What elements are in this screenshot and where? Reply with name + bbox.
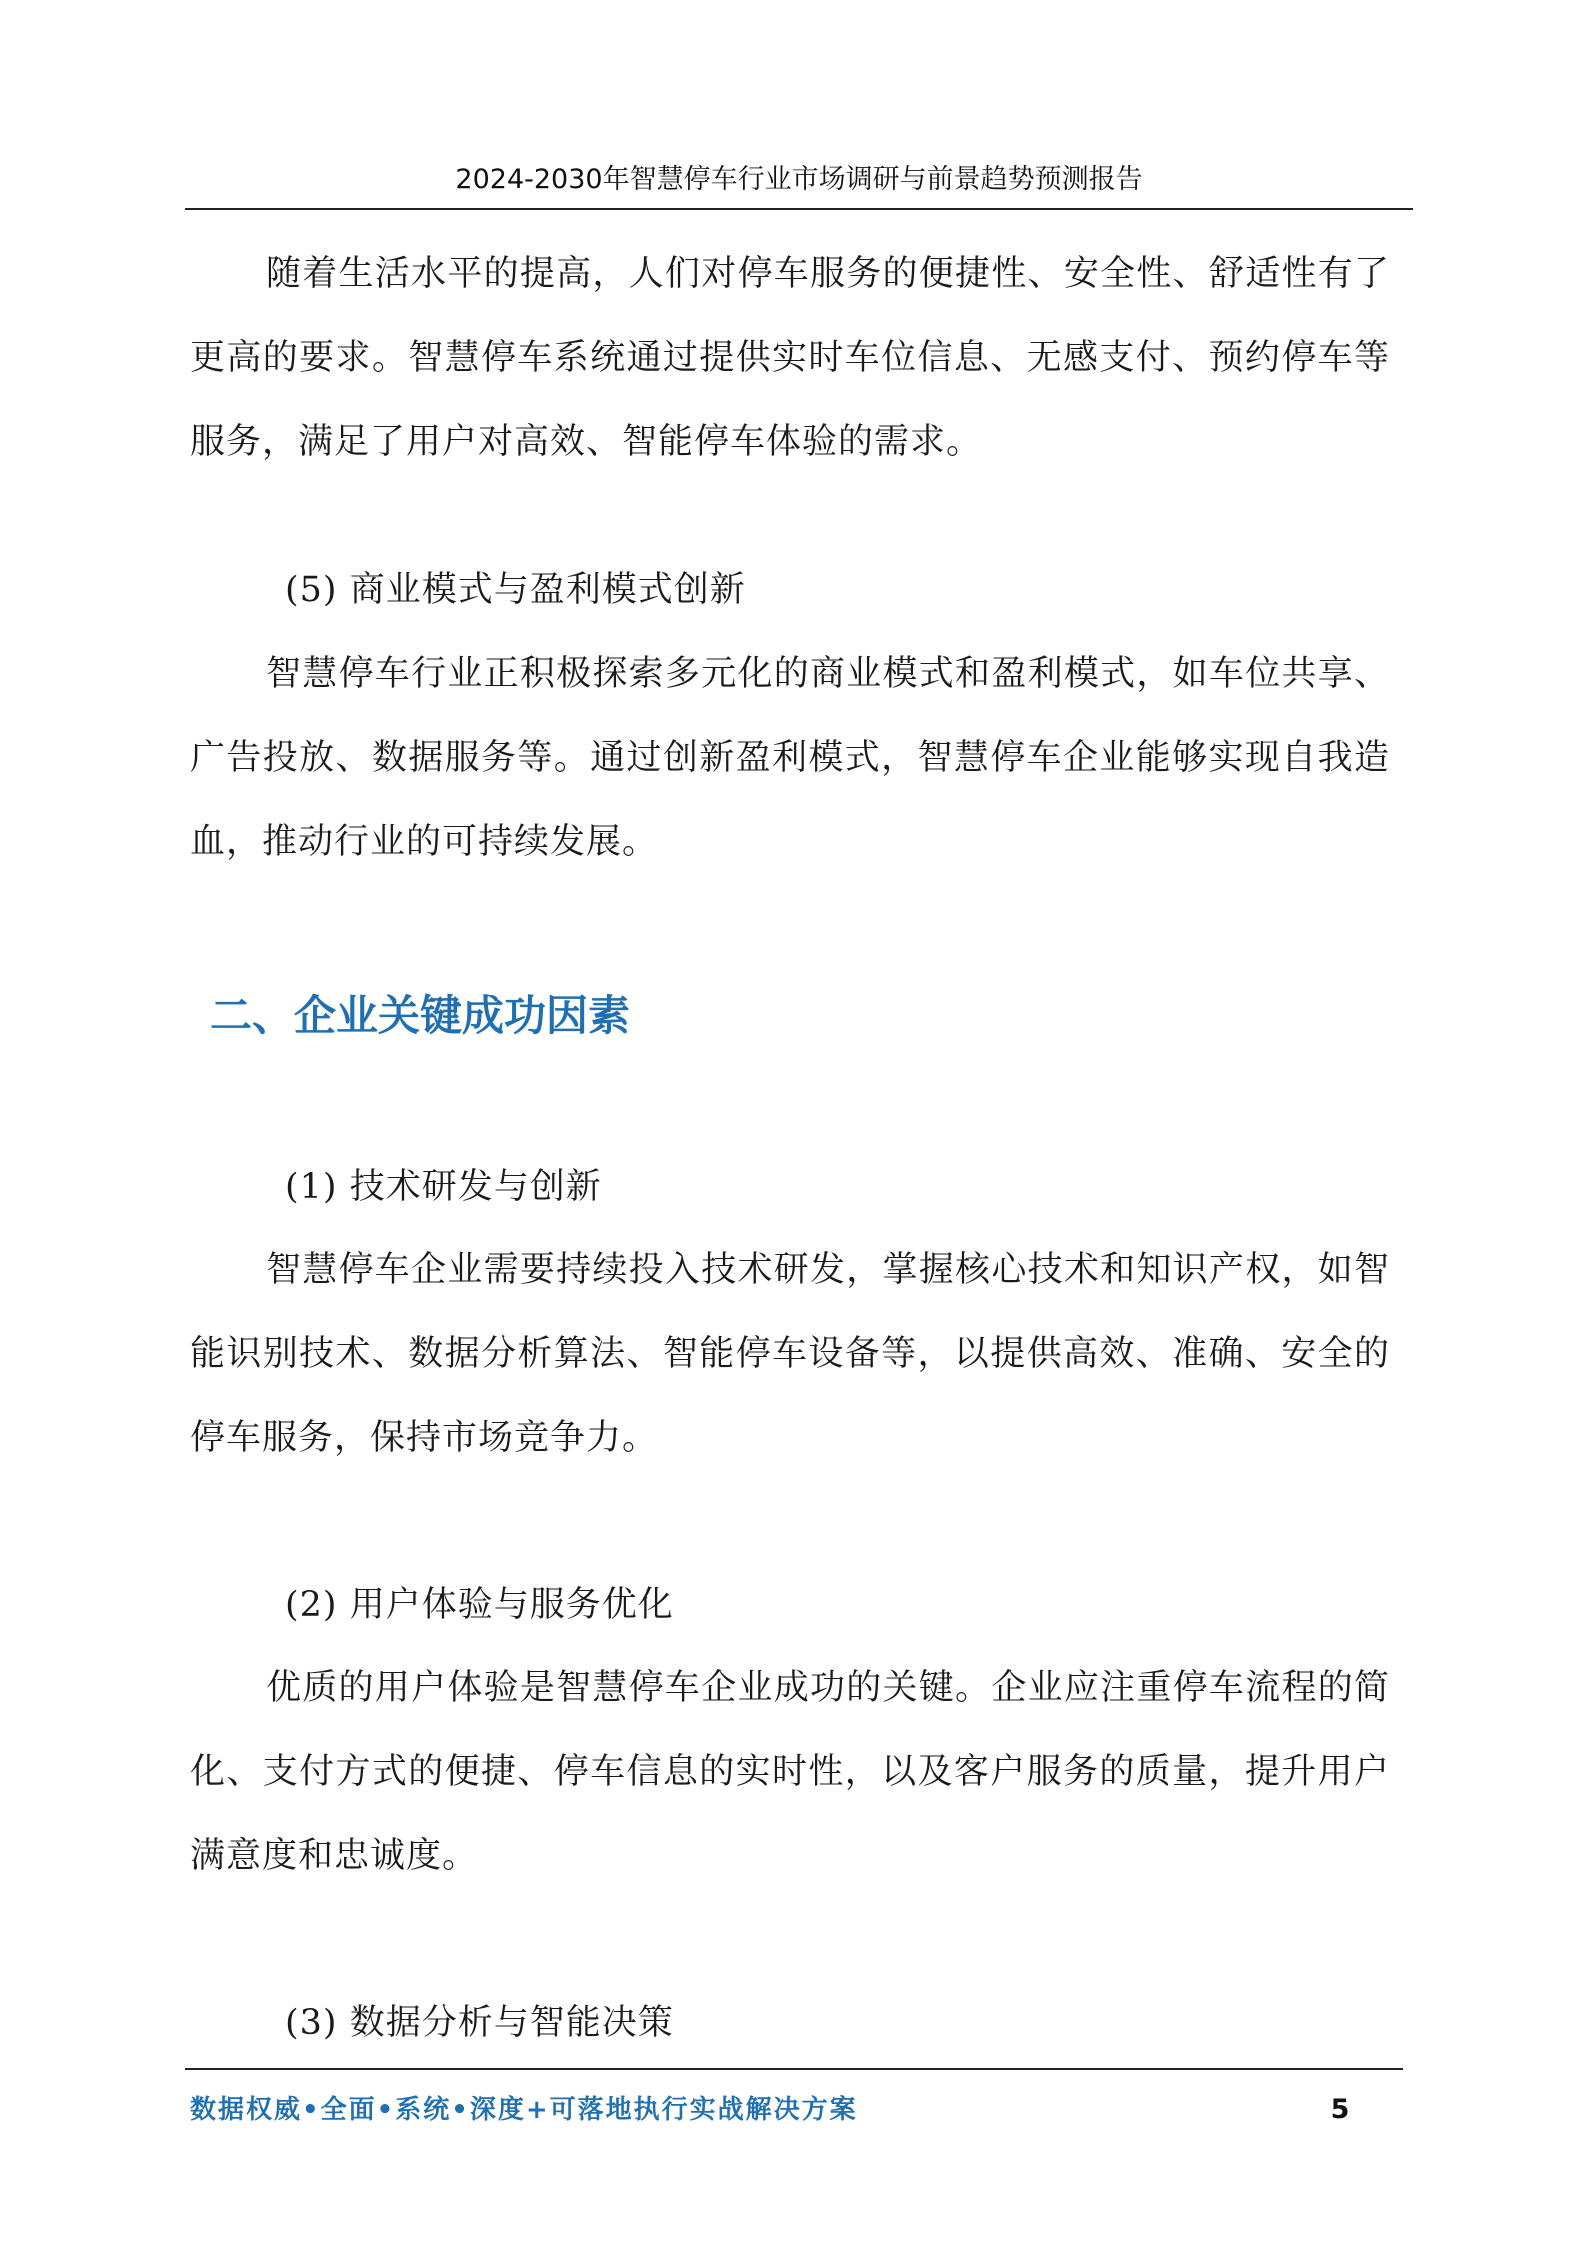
paragraph-tech-rnd: 智慧停车企业需要持续投入技术研发，掌握核心技术和知识产权，如智能识别技术、数据分析算法、智能停车设备等，以提供高效、准确、安全的停车服务，保持市场竞争力。 xyxy=(190,1250,1390,1458)
header-divider xyxy=(185,208,1413,210)
section-title-key-success-factors: 二、企业关键成功因素 xyxy=(210,991,631,1040)
footer-divider xyxy=(185,2068,1403,2070)
paragraph-user-experience: 优质的用户体验是智慧停车企业成功的关键。企业应注重停车流程的简化、支付方式的便捷、停车信息的实时性，以及客户服务的质量，提升用户满意度和忠诚度。 xyxy=(190,1668,1390,1876)
paragraph-business-model: 智慧停车行业正积极探索多元化的商业模式和盈利模式，如车位共享、广告投放、数据服务等。通过创新盈利模式，智慧停车企业能够实现自我造血，推动行业的可持续发展。 xyxy=(190,654,1390,862)
running-header-title: 2024-2030年智慧停车行业市场调研与前景趋势预测报告 xyxy=(455,164,1143,195)
page-number: 5 xyxy=(1330,2094,1350,2125)
subheading-user-experience: (2) 用户体验与服务优化 xyxy=(285,1585,674,1625)
subheading-data-analysis: (3) 数据分析与智能决策 xyxy=(285,2003,674,2043)
subheading-tech-rnd: (1) 技术研发与创新 xyxy=(285,1167,602,1207)
paragraph-intro: 随着生活水平的提高，人们对停车服务的便捷性、安全性、舒适性有了更高的要求。智慧停车系统通过提供实时车位信息、无感支付、预约停车等服务，满足了用户对高效、智能停车体验的需求。 xyxy=(190,254,1390,462)
subheading-business-model: (5) 商业模式与盈利模式创新 xyxy=(285,570,746,610)
footer-slogan: 数据权威•全面•系统•深度+可落地执行实战解决方案 xyxy=(190,2095,858,2125)
